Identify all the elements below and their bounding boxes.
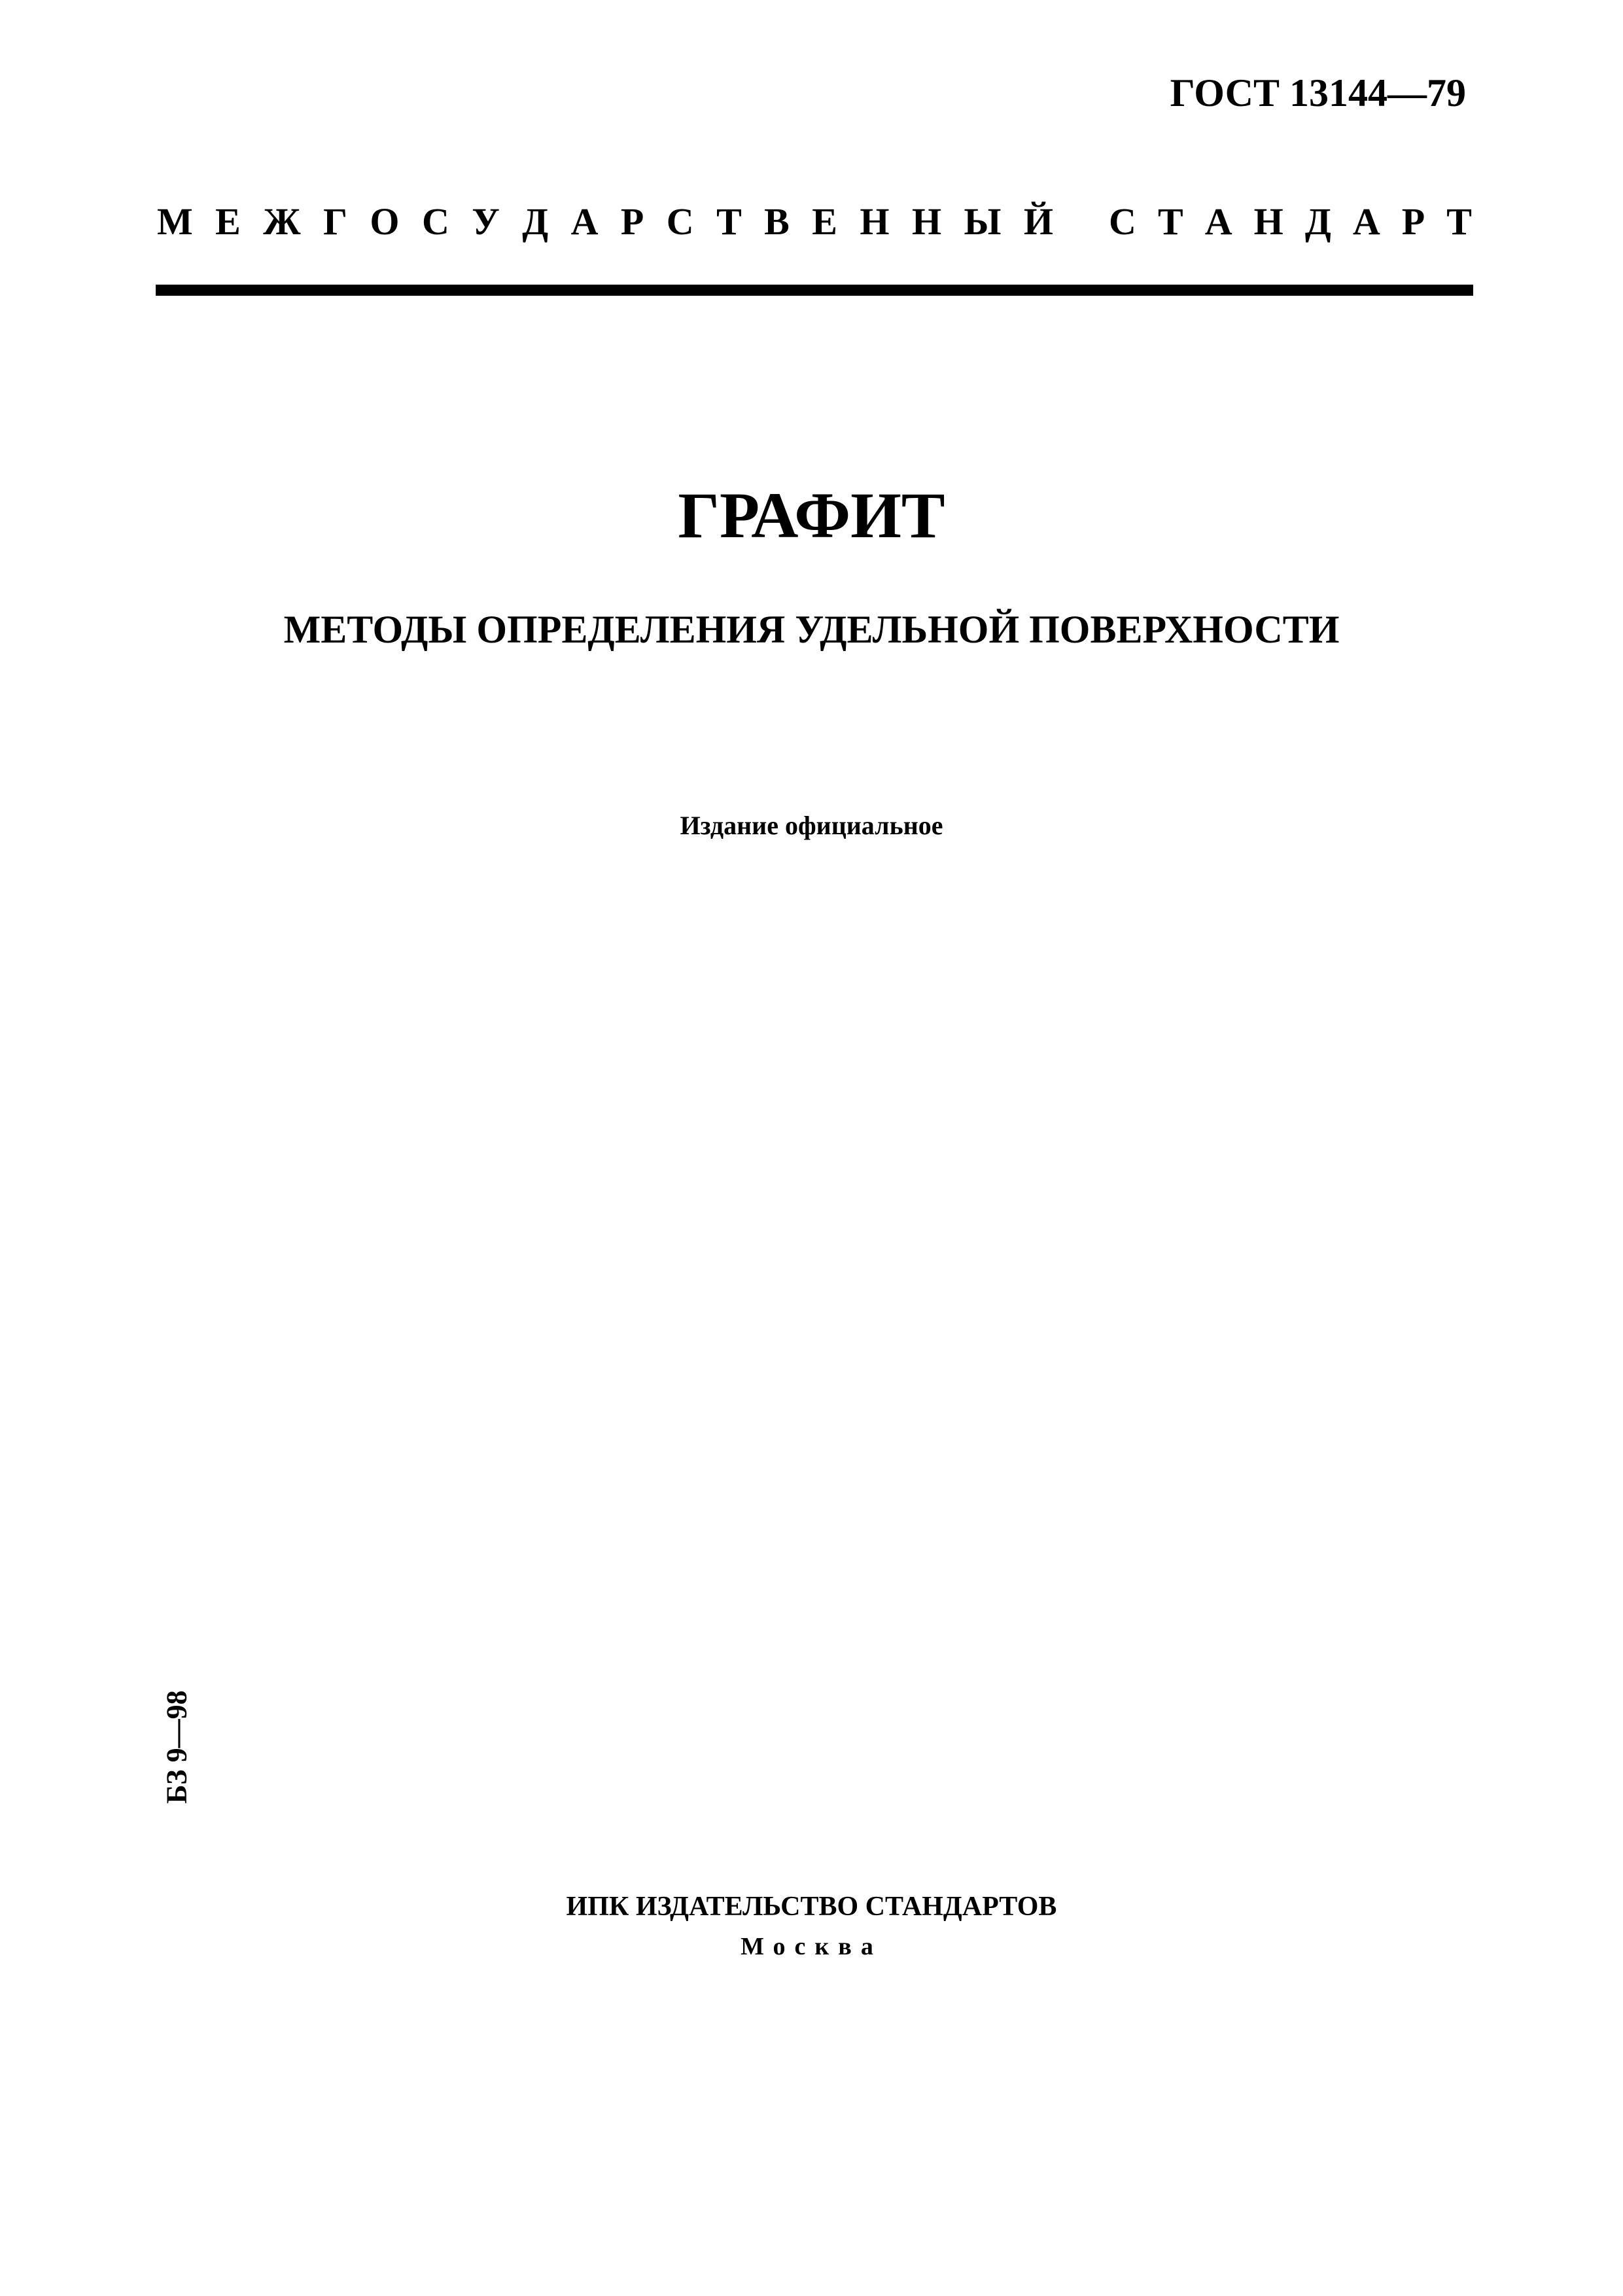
side-code: БЗ 9—98 <box>160 1690 193 1804</box>
letter: Г <box>323 200 347 243</box>
letter: Т <box>1157 200 1183 243</box>
publisher-name: ИПК ИЗДАТЕЛЬСТВО СТАНДАРТОВ <box>566 1892 1057 1922</box>
letter: С <box>1109 200 1136 243</box>
letter: Ы <box>964 200 1002 243</box>
letter: Д <box>1304 200 1331 243</box>
letter: А <box>570 200 599 243</box>
letter: А <box>1204 200 1232 243</box>
standard-type-word-1 <box>157 200 1053 243</box>
page-title: ГРАФИТ <box>678 479 945 552</box>
header-rule <box>156 285 1473 296</box>
letter: Ж <box>263 200 301 243</box>
standard-type-heading <box>157 200 1472 243</box>
letter: С <box>421 200 449 243</box>
letter: Е <box>215 200 241 243</box>
page-subtitle: МЕТОДЫ ОПРЕДЕЛЕНИЯ УДЕЛЬНОЙ ПОВЕРХНОСТИ <box>283 608 1340 651</box>
letter: Н <box>911 200 942 243</box>
letter: Т <box>1446 200 1472 243</box>
publisher-city: Москва <box>741 1933 882 1960</box>
standard-type-word-2 <box>1109 200 1472 243</box>
letter: Р <box>1401 200 1425 243</box>
edition-note: Издание официальное <box>680 811 943 840</box>
letter: Н <box>1253 200 1283 243</box>
letter: Д <box>522 200 549 243</box>
letter: О <box>370 200 400 243</box>
letter: У <box>472 200 500 243</box>
letter: Е <box>812 200 837 243</box>
letter: Н <box>860 200 890 243</box>
letter: М <box>157 200 193 243</box>
letter: С <box>666 200 694 243</box>
document-code: ГОСТ 13144—79 <box>1170 71 1466 115</box>
letter: Т <box>716 200 742 243</box>
letter: Р <box>620 200 644 243</box>
letter: В <box>764 200 790 243</box>
letter: Й <box>1023 200 1053 243</box>
letter: А <box>1352 200 1380 243</box>
